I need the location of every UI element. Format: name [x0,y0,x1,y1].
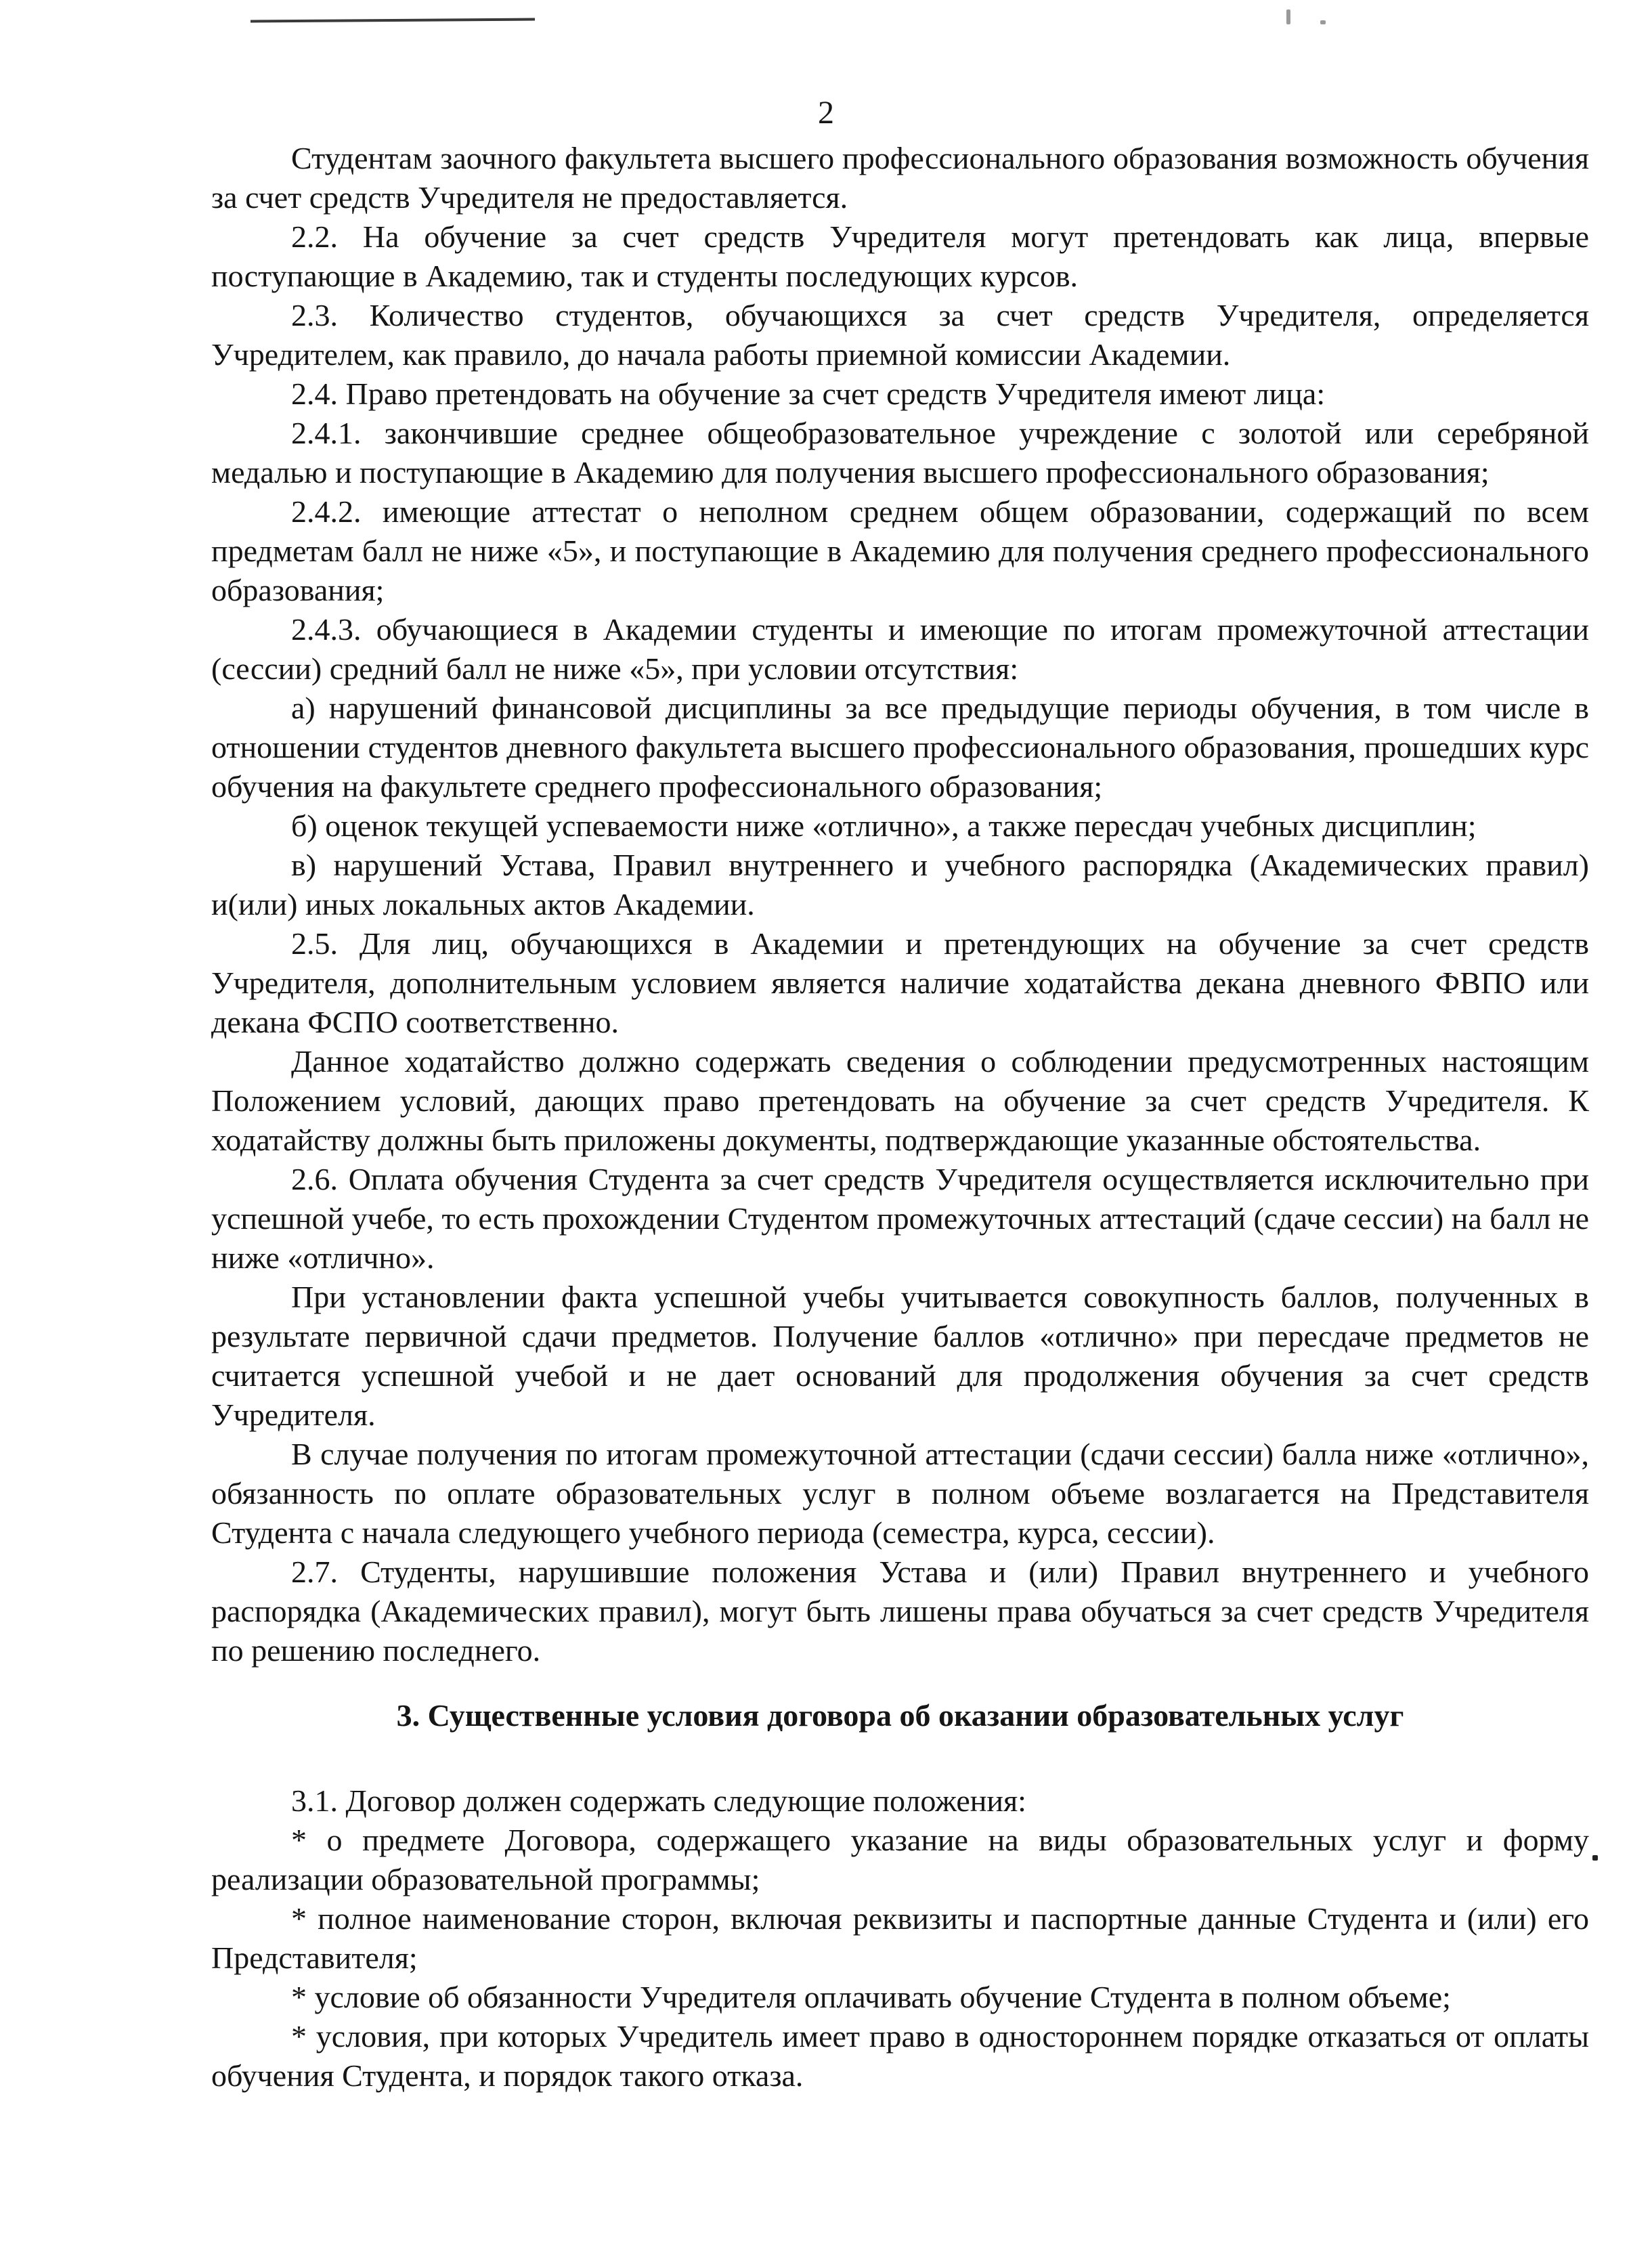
list-item: * условия, при которых Учредитель имеет право в одностороннем порядке отказаться от оплаты обучения Студента, и порядок такого отказа. [211,2019,1589,2093]
section-heading: 3. Существенные условия договора об оказании образовательных услуг [396,1698,1404,1733]
paragraph: 3.1. Договор должен содержать следующие положения: [291,1783,1026,1818]
paragraph: 2.7. Студенты, нарушившие положения Устава и (или) Правил внутреннего и учебного распорядка (Академических правил), могут быть лишены права обучаться за счет средств Учредителя по решению последнего. [211,1555,1589,1668]
list-item: * условие об обязанности Учредителя оплачивать обучение Студента в полном объеме; [291,1980,1451,2014]
paragraph: При установлении факта успешной учебы учитывается совокупность баллов, полученных в результате первичной сдачи предметов. Получение баллов «отлично» при пересдаче предметов не считается успешной учебой и не дает оснований для продолжения обучения за счет средств Учредителя. [211,1280,1589,1432]
scan-speck [1286,9,1290,24]
list-item: * полное наименование сторон, включая реквизиты и паспортные данные Студента и (или) его Представителя; [211,1901,1589,1975]
paragraph: Данное ходатайство должно содержать сведения о соблюдении предусмотренных настоящим Положением условий, дающих право претендовать на обучение за счет средств Учредителя. К ходатайству должны быть приложены документы, подтверждающие указанные обстоятельства. [211,1044,1589,1157]
paragraph: 2.4.3. обучающиеся в Академии студенты и имеющие по итогам промежуточной аттестации (сессии) средний балл не ниже «5», при условии отсутствия: [211,612,1589,686]
paragraph: В случае получения по итогам промежуточной аттестации (сдачи сессии) балла ниже «отлично», обязанность по оплате образовательных услуг в полном объеме возлагается на Представителя Студента с начала следующего учебного периода (семестра, курса, сессии). [211,1437,1589,1550]
page-number: 2 [818,95,834,131]
paragraph: 2.5. Для лиц, обучающихся в Академии и претендующих на обучение за счет средств Учредителя, дополнительным условием является наличие ходатайства декана дневного ФВПО или декана ФСПО соответственно. [211,926,1589,1039]
paragraph: 2.3. Количество студентов, обучающихся за счет средств Учредителя, определяется Учредителем, как правило, до начала работы приемной комиссии Академии. [211,298,1589,372]
list-item: * о предмете Договора, содержащего указание на виды образовательных услуг и форму реализации образовательной программы; [211,1823,1589,1896]
paragraph: 2.4.1. закончившие среднее общеобразовательное учреждение с золотой или серебряной медалью и поступающие в Академию для получения высшего профессионального образования; [211,416,1589,490]
paragraph: 2.4. Право претендовать на обучение за счет средств Учредителя имеют лица: [291,376,1326,411]
paragraph: 2.2. На обучение за счет средств Учредителя могут претендовать как лица, впервые поступающие в Академию, так и студенты последующих курсов. [211,219,1589,293]
paragraph: 2.6. Оплата обучения Студента за счет средств Учредителя осуществляется исключительно при успешной учебе, то есть прохождении Студентом промежуточных аттестаций (сдаче сессии) на балл не ниже «отлично». [211,1162,1589,1275]
paragraph: а) нарушений финансовой дисциплины за все предыдущие периоды обучения, в том числе в отношении студентов дневного факультета высшего профессионального образования, прошедших курс обучения на факультете среднего профессионального образования; [211,691,1589,804]
scan-speck [1320,20,1326,24]
scan-speck [1592,1855,1598,1861]
paragraph: б) оценок текущей успеваемости ниже «отлично», а также пересдач учебных дисциплин; [291,808,1477,843]
paragraph: Студентам заочного факультета высшего профессионального образования возможность обучения за счет средств Учредителя не предоставляется. [211,141,1589,215]
document-body [211,139,1589,2096]
scan-artifact-line [251,18,535,23]
paragraph: в) нарушений Устава, Правил внутреннего и учебного распорядка (Академических правил) и(или) иных локальных актов Академии. [211,848,1589,921]
paragraph: 2.4.2. имеющие аттестат о неполном среднем общем образовании, содержащий по всем предметам балл не ниже «5», и поступающие в Академию для получения среднего профессионального образования; [211,494,1589,607]
